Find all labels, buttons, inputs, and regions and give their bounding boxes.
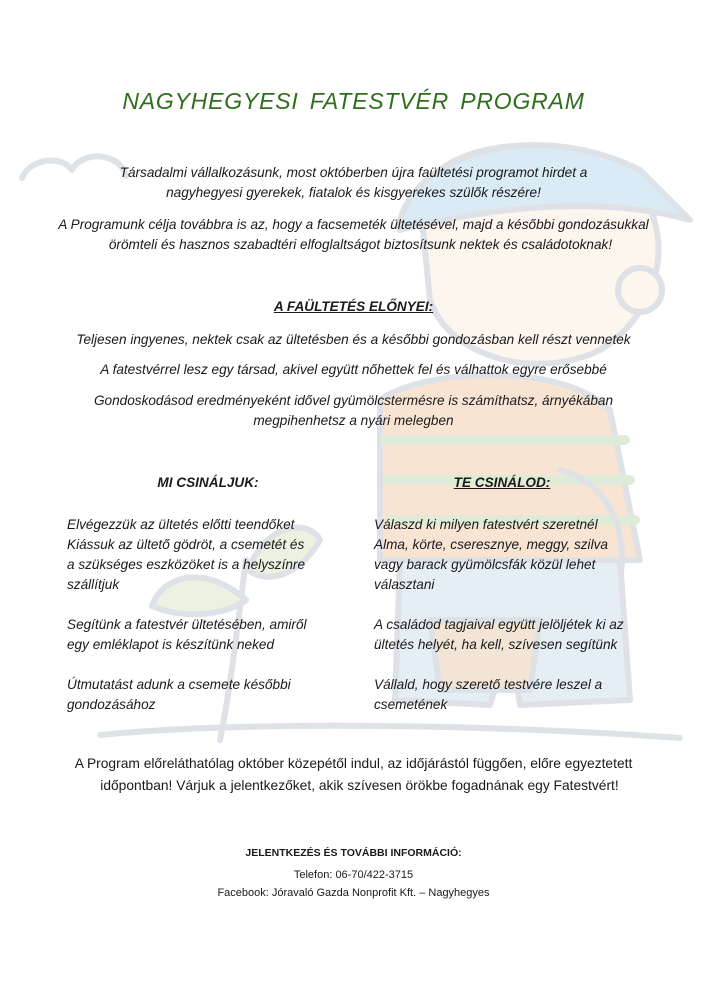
page-title: NAGYHEGYESI FATESTVÉR PROGRAM (122, 88, 585, 114)
we-do-line: a szükséges eszközöket is a helyszínre (67, 557, 306, 572)
you-do-list (374, 515, 624, 715)
you-do-line: A családod tagjaival együtt jelöljétek ki az (374, 617, 624, 632)
we-do-heading: MI CSINÁLJUK: (157, 475, 259, 490)
you-do-line (374, 655, 624, 675)
contact-info (0, 866, 707, 902)
we-do-line (67, 655, 307, 675)
you-do-heading: TE CSINÁLOD: (453, 475, 551, 490)
schedule-line: A Program előreláthatólag október közepétől indul, az időjárástól függően, előre egyeztetett (74, 756, 633, 771)
benefit-item (0, 391, 707, 431)
we-do-line: Útmutatást adunk a csemete későbbi (67, 677, 291, 692)
we-do-line (67, 595, 307, 615)
we-do-line: Segítünk a fatestvér ültetésében, amiről (67, 617, 307, 632)
we-do-line: Elvégezzük az ültetés előtti teendőket (67, 517, 295, 532)
goal-line: A Programunk célja továbbra is az, hogy a facsemeték ültetésével, majd a későbbi gondozásukkal (58, 217, 649, 232)
intro-paragraph (0, 163, 707, 203)
you-do-line: Alma, körte, cseresznye, meggy, szilva (374, 537, 608, 552)
schedule-line: időpontban! Várjuk a jelentkezőket, akik szívesen örökbe fogadnának egy Fatestvért! (100, 778, 619, 793)
you-do-line: Válaszd ki milyen fatestvért szeretnél (374, 517, 598, 532)
you-do-line: vagy barack gyümölcsfák közül lehet (374, 557, 596, 572)
intro-line: nagyhegyesi gyerekek, fiatalok és kisgyerekes szülők részére! (166, 185, 541, 200)
you-do-line (374, 595, 624, 615)
goal-line: örömteli és hasznos szabadtéri elfoglaltságot biztosítsunk nektek és családotoknak! (108, 237, 613, 252)
benefit-item: Teljesen ingyenes, nektek csak az ültetésben és a későbbi gondozásban kell részt vennetek (76, 332, 631, 347)
benefits-heading: A FAÜLTETÉS ELŐNYEI: (273, 299, 434, 314)
you-do-line: ültetés helyét, ha kell, szívesen segítünk (374, 637, 618, 652)
we-do-line: Kiássuk az ültető gödröt, a csemetét és (67, 537, 305, 552)
we-do-line: szállítjuk (67, 577, 120, 592)
intro-line: Társadalmi vállalkozásunk, most októberben újra faültetési programot hirdet a (119, 165, 588, 180)
schedule-paragraph (0, 753, 707, 797)
you-do-line: csemetének (374, 697, 448, 712)
we-do-line: gondozásához (67, 697, 156, 712)
you-do-line: Vállald, hogy szerető testvére leszel a (374, 677, 603, 692)
benefit-line: Gondoskodásod eredményeként idővel gyümölcstermésre is számíthatsz, árnyékában (93, 393, 614, 408)
we-do-list (67, 515, 307, 715)
contact-phone: Telefon: 06-70/422-3715 (293, 869, 414, 881)
contact-facebook: Facebook: Jóravaló Gazda Nonprofit Kft. – Nagyhegyes (217, 887, 490, 899)
you-do-line: választani (374, 577, 435, 592)
contact-heading: JELENTKEZÉS ÉS TOVÁBBI INFORMÁCIÓ: (245, 847, 462, 859)
goal-paragraph (0, 215, 707, 255)
we-do-line: egy emléklapot is készítünk neked (67, 637, 275, 652)
benefit-line: megpihenhetsz a nyári melegben (253, 413, 454, 428)
benefit-item: A fatestvérrel lesz egy társad, akivel együtt nőhettek fel és válhattok egyre erősebbé (100, 362, 607, 377)
